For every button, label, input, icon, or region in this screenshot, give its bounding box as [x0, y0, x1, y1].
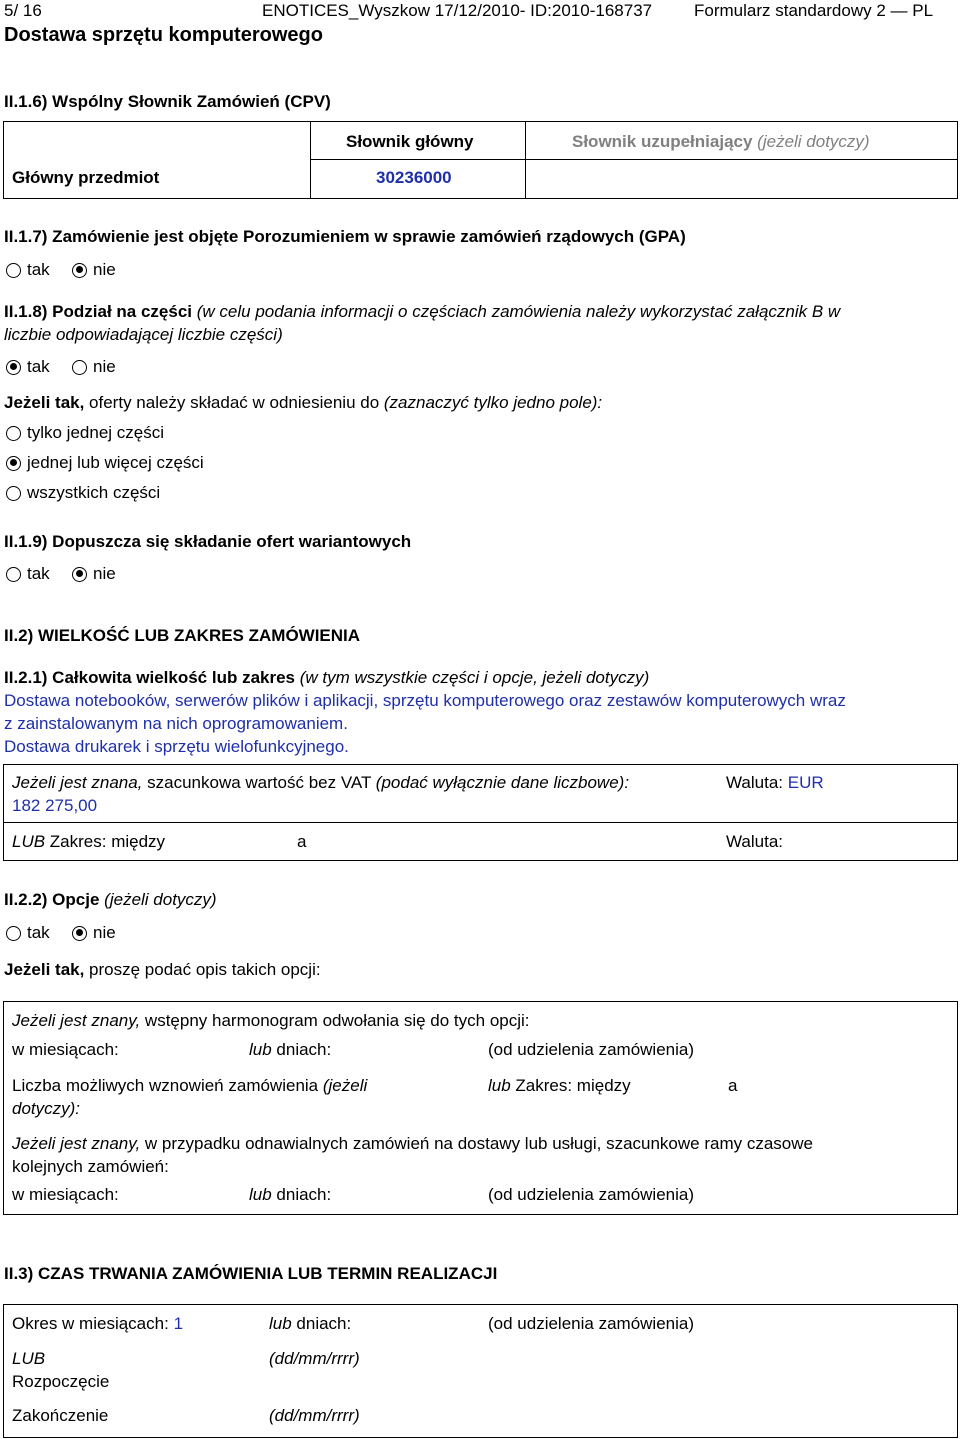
- variants-heading: II.1.9) Dopuszcza się składanie ofert wariantowych: [4, 532, 412, 551]
- scope-heading: II.2) WIELKOŚĆ LUB ZAKRES ZAMÓWIENIA: [4, 626, 361, 645]
- options-renewals: Liczba możliwych wznowień zamówienia (jeżeli: [12, 1076, 368, 1095]
- duration-heading: II.3) CZAS TRWANIA ZAMÓWIENIA LUB TERMIN REALIZACJI: [4, 1264, 498, 1283]
- radio-checked-icon: [72, 926, 87, 941]
- radio-icon: [72, 360, 87, 375]
- options-option-yes[interactable]: tak: [6, 923, 50, 943]
- options-renew-known-2: kolejnych zamówień:: [12, 1157, 169, 1176]
- scope-description-line-2: z zainstalowanym na nich oprogramowaniem.: [4, 714, 348, 733]
- options-days-2: lub dniach:: [249, 1185, 332, 1204]
- cpv-col-divider-1: [310, 121, 311, 199]
- radio-icon: [6, 567, 21, 582]
- gpa-option-no[interactable]: nie: [72, 260, 116, 280]
- document-title: Dostawa sprzętu komputerowego: [4, 24, 323, 46]
- options-known: Jeżeli jest znany, wstępny harmonogram odwołania się do tych opcji:: [12, 1011, 530, 1030]
- options-renewals-range: lub Zakres: między: [488, 1076, 631, 1095]
- cpv-row-label: Główny przedmiot: [12, 168, 160, 187]
- duration-start-format: (dd/mm/rrrr): [269, 1349, 360, 1368]
- radio-icon: [6, 486, 21, 501]
- duration-end-label: Zakończenie: [12, 1406, 109, 1425]
- options-renewals-and: a: [728, 1076, 738, 1095]
- cpv-code: 30236000: [376, 168, 452, 187]
- duration-days: lub dniach:: [269, 1314, 352, 1333]
- options-if-yes: Jeżeli tak, proszę podać opis takich opcji:: [4, 960, 321, 979]
- variants-option-no[interactable]: nie: [72, 564, 116, 584]
- radio-checked-icon: [72, 567, 87, 582]
- duration-end-format: (dd/mm/rrrr): [269, 1406, 360, 1425]
- options-months-2: w miesiącach:: [12, 1185, 119, 1204]
- variants-option-yes[interactable]: tak: [6, 564, 50, 584]
- estimate-label: Jeżeli jest znana, szacunkowa wartość bez VAT (podać wyłącznie dane liczbowe):: [12, 773, 630, 792]
- options-option-no[interactable]: nie: [72, 923, 116, 943]
- cpv-main-header: Słownik główny: [346, 132, 474, 151]
- cpv-col-divider-2: [525, 121, 526, 199]
- estimate-divider: [3, 822, 958, 823]
- range-and: a: [297, 832, 307, 851]
- parts-choice-all[interactable]: wszystkich części: [6, 483, 160, 503]
- parts-if-yes: Jeżeli tak, oferty należy składać w odniesieniu do (zaznaczyć tylko jedno pole):: [4, 393, 603, 412]
- cpv-heading: II.1.6) Wspólny Słownik Zamówień (CPV): [4, 92, 331, 111]
- cpv-row-divider: [310, 159, 958, 160]
- estimate-currency: Waluta: EUR: [726, 773, 824, 792]
- gpa-option-yes[interactable]: tak: [6, 260, 50, 280]
- parts-choice-more[interactable]: jednej lub więcej części: [6, 453, 204, 473]
- notice-id: ENOTICES_Wyszkow 17/12/2010- ID:2010-168737: [262, 1, 653, 20]
- radio-icon: [6, 926, 21, 941]
- form-name: Formularz standardowy 2 — PL: [694, 1, 934, 20]
- options-from-award-2: (od udzielenia zamówienia): [488, 1185, 695, 1204]
- radio-checked-icon: [6, 456, 21, 471]
- scope-sub-heading: II.2.1) Całkowita wielkość lub zakres (w tym wszystkie części i opcje, jeżeli dotyczy): [4, 668, 650, 687]
- duration-lub: LUB: [12, 1349, 46, 1368]
- gpa-heading: II.1.7) Zamówienie jest objęte Porozumieniem w sprawie zamówień rządowych (GPA): [4, 227, 686, 246]
- parts-heading-note: liczbie odpowiadającej liczbie części): [4, 325, 283, 344]
- estimate-value: 182 275,00: [12, 796, 98, 815]
- range-label: LUB Zakres: między: [12, 832, 166, 851]
- scope-description-line-1: Dostawa notebooków, serwerów plików i aplikacji, sprzętu komputerowego oraz zestawów komputerowych wraz: [4, 691, 846, 710]
- options-renew-known: Jeżeli jest znany, w przypadku odnawialnych zamówień na dostawy lub usługi, szacunkowe ramy czasowe: [12, 1134, 813, 1153]
- radio-icon: [6, 263, 21, 278]
- parts-option-yes[interactable]: tak: [6, 357, 50, 377]
- duration-start-label: Rozpoczęcie: [12, 1372, 110, 1391]
- range-currency-label: Waluta:: [726, 832, 784, 851]
- scope-description-line-3: Dostawa drukarek i sprzętu wielofunkcyjnego.: [4, 737, 349, 756]
- options-months: w miesiącach:: [12, 1040, 119, 1059]
- options-renewals-note: dotyczy):: [12, 1099, 81, 1118]
- parts-option-no[interactable]: nie: [72, 357, 116, 377]
- options-heading: II.2.2) Opcje (jeżeli dotyczy): [4, 890, 217, 909]
- options-from-award: (od udzielenia zamówienia): [488, 1040, 695, 1059]
- duration-from-award: (od udzielenia zamówienia): [488, 1314, 695, 1333]
- page-number: 5/ 16: [4, 1, 42, 20]
- duration-period: Okres w miesiącach: 1: [12, 1314, 184, 1333]
- radio-icon: [6, 426, 21, 441]
- parts-choice-one[interactable]: tylko jednej części: [6, 423, 164, 443]
- radio-checked-icon: [72, 263, 87, 278]
- options-days: lub dniach:: [249, 1040, 332, 1059]
- options-box: [3, 1001, 958, 1215]
- radio-checked-icon: [6, 360, 21, 375]
- parts-heading: II.1.8) Podział na części (w celu podania informacji o częściach zamówienia należy wykorzystać załącznik B w: [4, 302, 841, 321]
- cpv-supp-header: Słownik uzupełniający (jeżeli dotyczy): [572, 132, 870, 151]
